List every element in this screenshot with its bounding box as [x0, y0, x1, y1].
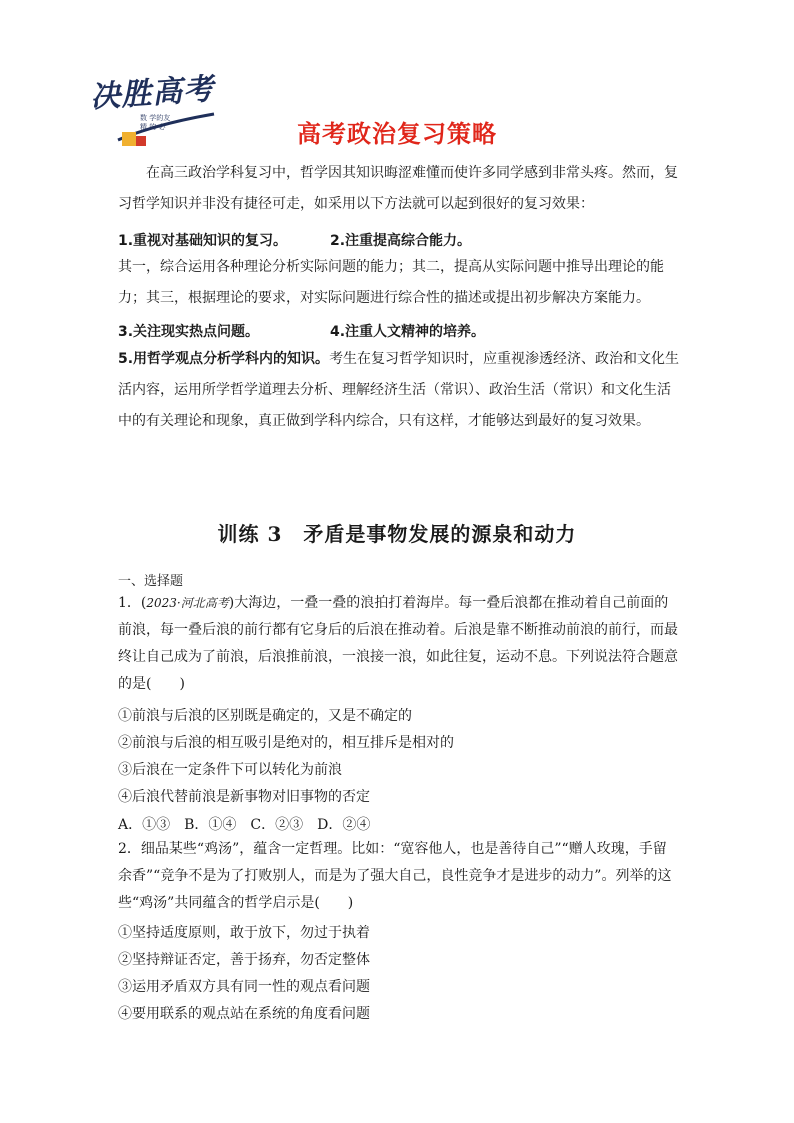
q1-text: )大海边，一叠一叠的浪拍打着海岸。每一叠后浪都在推动着自己前面的前浪，每一叠后浪的前行都有它身后的后浪在推动着。后浪是靠不断推动前浪的前行，而最终让自己成为了前浪，后浪推前浪，一浪接一浪，如此往复，运动不息。下列说法符合题意的是( ) — [118, 595, 678, 692]
q2-option-2: ②坚持辩证否定，善于扬弃，勿否定整体 — [118, 952, 370, 968]
tip-2: 2.注重提高综合能力。 — [330, 233, 472, 249]
logo-slogan-line2: 精 的 必 — [140, 123, 166, 131]
tip-1: 1.重视对基础知识的复习。 — [118, 233, 288, 249]
question-1 — [118, 590, 680, 698]
tip-3: 3.关注现实热点问题。 — [118, 324, 260, 340]
tip-5-body: 考生在复习哲学知识时，应重视渗透经济、政治和文化生活内容，运用所学哲学道理去分析、理解经济生活（常识）、政治生活（常识）和文化生活中的有关理论和现象，真正做到学科内综合，只有这样，才能够达到最好的复习效果。 — [118, 351, 680, 429]
q1-choices: A．①③ B．①④ C．②③ D．②④ — [118, 817, 371, 833]
tip-5 — [118, 344, 680, 437]
tip-4: 4.注重人文精神的培养。 — [330, 324, 486, 340]
tip-2-detail: 其一，综合运用各种理论分析实际问题的能力；其二，提高从实际问题中推导出理论的能力；其三，根据理论的要求，对实际问题进行综合性的描述或提出初步解决方案能力。 — [118, 259, 664, 306]
q1-option-4: ④后浪代替前浪是新事物对旧事物的否定 — [118, 789, 370, 805]
section-title: 训练 3 矛盾是事物发展的源泉和动力 — [217, 522, 577, 546]
logo-text: 决胜高考 — [89, 71, 216, 116]
q1-number: 1．( — [118, 595, 147, 611]
part-label: 一、选择题 — [118, 574, 184, 589]
tip-5-heading: 5.用哲学观点分析学科内的知识。 — [118, 351, 330, 367]
q1-option-3: ③后浪在一定条件下可以转化为前浪 — [118, 762, 342, 778]
q1-option-2: ②前浪与后浪的相互吸引是绝对的，相互排斥是相对的 — [118, 735, 454, 751]
logo-slogan-line1: 数 学的友 — [140, 114, 171, 122]
q2-option-4: ④要用联系的观点站在系统的角度看问题 — [118, 1006, 370, 1022]
question-2: 2．细品某些“鸡汤”，蕴含一定哲理。比如：“宽容他人，也是善待自己”“赠人玫瑰，手留余香”“竞争不是为了打败别人，而是为了强大自己，良性竞争才是进步的动力”。列举的这些“鸡汤”共同蕴含的哲学启示是( ) — [118, 841, 672, 911]
q2-option-3: ③运用矛盾双方具有同一性的观点看问题 — [118, 979, 370, 995]
q1-source: 2023·河北高考 — [146, 596, 229, 610]
q1-option-1: ①前浪与后浪的区别既是确定的，又是不确定的 — [118, 708, 412, 724]
page-title: 高考政治复习策略 — [297, 120, 497, 148]
intro-paragraph: 在高三政治学科复习中，哲学因其知识晦涩难懂而使许多同学感到非常头疼。然而，复习哲学知识并非没有捷径可走，如采用以下方法就可以起到很好的复习效果： — [118, 165, 678, 212]
q2-option-1: ①坚持适度原则，敢于放下，勿过于执着 — [118, 925, 370, 941]
